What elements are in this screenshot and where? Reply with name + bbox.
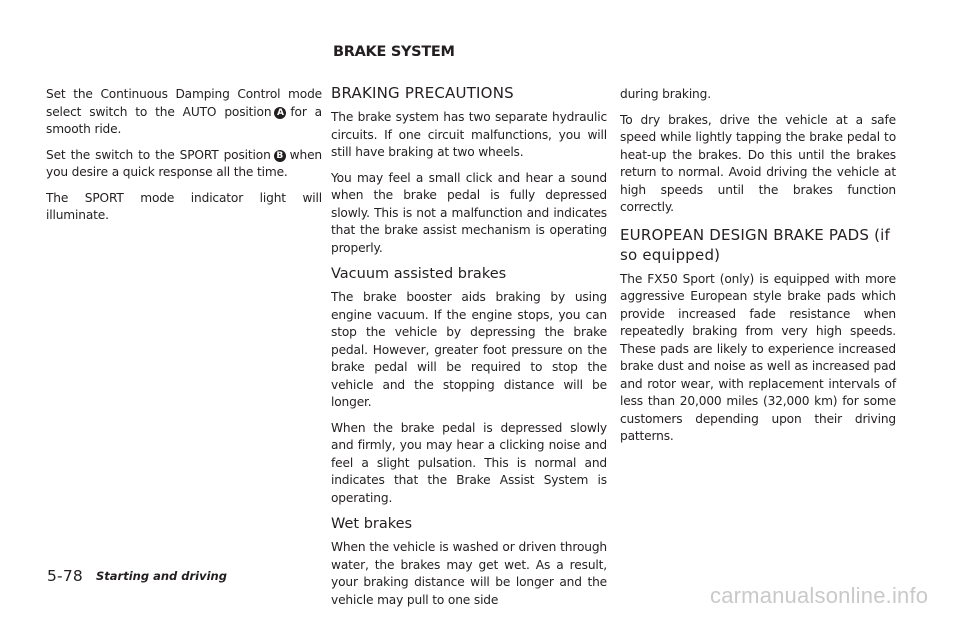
paragraph: The FX50 Sport (only) is equipped with more aggressive European style brake pads which provide increased fade resistance when repeatedly braking from very high speeds. These pads are likely to experience increased brake dust and noise as well as increased pad and rotor wear, with replacement intervals of less than 20,000 miles (32,000 km) for some customers depending upon their driving patterns. [620, 271, 896, 443]
paragraph: When the brake pedal is depressed slowly and firmly, you may hear a clicking noise and feel a slight pulsation. This is normal and indicates that the Brake Assist System is operating. [331, 420, 607, 505]
heading-braking-precautions: BRAKING PRECAUTIONS [331, 84, 514, 102]
watermark: carmanualsonline.info [710, 583, 929, 608]
section-header: BRAKE SYSTEM [333, 44, 455, 60]
callout-b-icon: B [274, 150, 286, 162]
paragraph-sport-position [46, 147, 322, 182]
paragraph-text: Set the Continuous Damping Control mode select switch to the AUTO position [46, 87, 322, 119]
paragraph-indicator-light: The SPORT mode indicator light will illuminate. [46, 190, 322, 222]
heading-european-brake-pads: EUROPEAN DESIGN BRAKE PADS (if so equipped) [620, 225, 890, 264]
paragraph: The brake booster aids braking by using engine vacuum. If the engine stops, you can stop the vehicle by depressing the brake pedal. However, greater foot pressure on the brake pedal will be required to stop the vehicle and the stopping distance will be longer. [331, 290, 607, 409]
column-middle [331, 83, 607, 617]
page-number: 5-78 [47, 567, 83, 585]
callout-a-icon: A [274, 107, 286, 119]
paragraph-text: Set the switch to the SPORT position [46, 147, 271, 162]
paragraph-text: when you desire a quick response all the time. [46, 147, 322, 179]
paragraph: You may feel a small click and hear a sound when the brake pedal is fully depressed slowly. This is not a malfunction and indicates that the brake assist mechanism is operating properly. [331, 170, 607, 255]
paragraph: during braking. [620, 87, 711, 101]
column-left [46, 86, 322, 233]
paragraph-auto-position [46, 86, 322, 139]
footer-section-title: Starting and driving [96, 569, 227, 583]
subheading-wet-brakes: Wet brakes [331, 516, 413, 532]
column-right [620, 86, 896, 454]
paragraph-text: for a smooth ride. [46, 104, 322, 136]
paragraph: To dry brakes, drive the vehicle at a safe speed while lightly tapping the brake pedal to heat-up the brakes. Do this until the brakes return to normal. Avoid driving the vehicle at high speeds until the brakes function correctly. [620, 112, 896, 214]
paragraph: The brake system has two separate hydraulic circuits. If one circuit malfunctions, you will still have braking at two wheels. [331, 110, 607, 159]
paragraph: When the vehicle is washed or driven through water, the brakes may get wet. As a result, your braking distance will be longer and the vehicle may pull to one side [331, 540, 607, 607]
subheading-vacuum-assisted-brakes: Vacuum assisted brakes [331, 266, 507, 282]
